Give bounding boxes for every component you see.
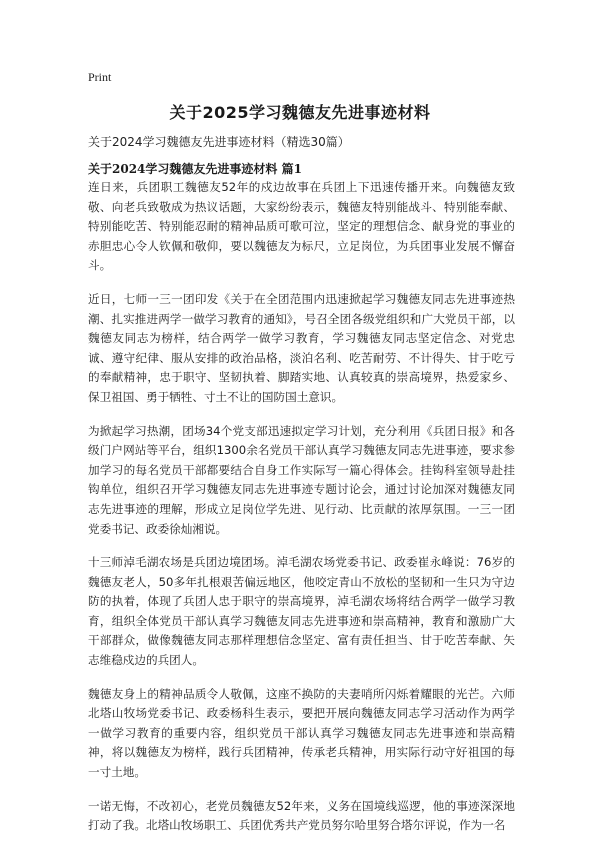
document-subtitle: 关于2024学习魏德友先进事迹材料（精选30篇）	[88, 135, 350, 149]
article-body	[88, 178, 515, 850]
page-title: 关于2025学习魏德友先进事迹材料	[169, 103, 431, 122]
paragraph: 一诺无悔，不改初心，老党员魏德友52年来，义务在国境线巡逻，他的事迹深深地打动了我。北塔山牧场职工、兵团优秀共产党员努尔哈里努合塔尔评说，作为一名	[88, 798, 515, 833]
paragraph: 为掀起学习热潮，团场34个党支部迅速拟定学习计划，充分利用《兵团日报》和各级门户网站等平台，组织1300余名党员干部认真学习魏德友同志先进事迹，要求参加学习的每名党员干部都要结合自身工作实际写一篇心得体会。挂钩科室领导赴挂钩单位，组织召开学习魏德友同志先进事迹专题讨论会，通过讨论加深对魏德友同志先进事迹的理解，形成立足岗位学先进、见行动、比贡献的浓厚氛围。一三一团党委书记、政委徐灿湘说。	[88, 423, 515, 536]
paragraph: 魏德友身上的精神品质令人敬佩，这座不换防的夫妻哨所闪烁着耀眼的光芒。六师北塔山牧场党委书记、政委杨科生表示，要把开展向魏德友同志学习活动作为两学一做学习教育的重要内容，组织党员干部认真学习魏德友同志先进事迹和崇高精神，将以魏德友为榜样，践行兵团精神，传承老兵精神，用实际行动守好祖国的每一寸土地。	[88, 686, 515, 780]
paragraph: 近日，七师一三一团印发《关于在全团范围内迅速掀起学习魏德友同志先进事迹热潮、扎实推进两学一做学习教育的通知》，号召全团各级党组织和广大党员干部，以魏德友同志为榜样，结合两学一做学习教育，学习魏德友同志坚定信念、对党忠诚、遵守纪律、服从安排的政治品格，淡泊名利、吃苦耐劳、不计得失、甘于吃亏的奉献精神，忠于职守、坚韧执着、脚踏实地、认真较真的崇高境界，热爱家乡、保卫祖国、勇于牺牲、寸土不让的国防国土意识。	[88, 291, 515, 404]
paragraph: 十三师淖毛湖农场是兵团边境团场。淖毛湖农场党委书记、政委崔永峰说：76岁的魏德友老人，50多年扎根艰苦偏远地区，他咬定青山不放松的坚韧和一生只为守边防的执着，体现了兵团人忠于职守的崇高境界，淖毛湖农场将结合两学一做学习教育，组织全体党员干部认真学习魏德友同志先进事迹和崇高精神，教育和激励广大干部群众，做像魏德友同志那样理想信念坚定、富有责任担当、甘于吃苦奉献、矢志维稳戍边的兵团人。	[88, 555, 515, 668]
section-heading: 关于2024学习魏德友先进事迹材料 篇1	[88, 162, 302, 176]
print-link[interactable]: Print	[88, 70, 112, 84]
paragraph: 连日来，兵团职工魏德友52年的戍边故事在兵团上下迅速传播开来。向魏德友致敬、向老兵致敬成为热议话题，大家纷纷表示，魏德友特别能战斗、特别能奉献、特别能吃苦、特别能忍耐的精神品质可歌可泣，坚定的理想信念、献身党的事业的赤胆忠心令人钦佩和敬仰，要以魏德友为标尺，立足岗位，为兵团事业发展不懈奋斗。	[88, 180, 515, 273]
